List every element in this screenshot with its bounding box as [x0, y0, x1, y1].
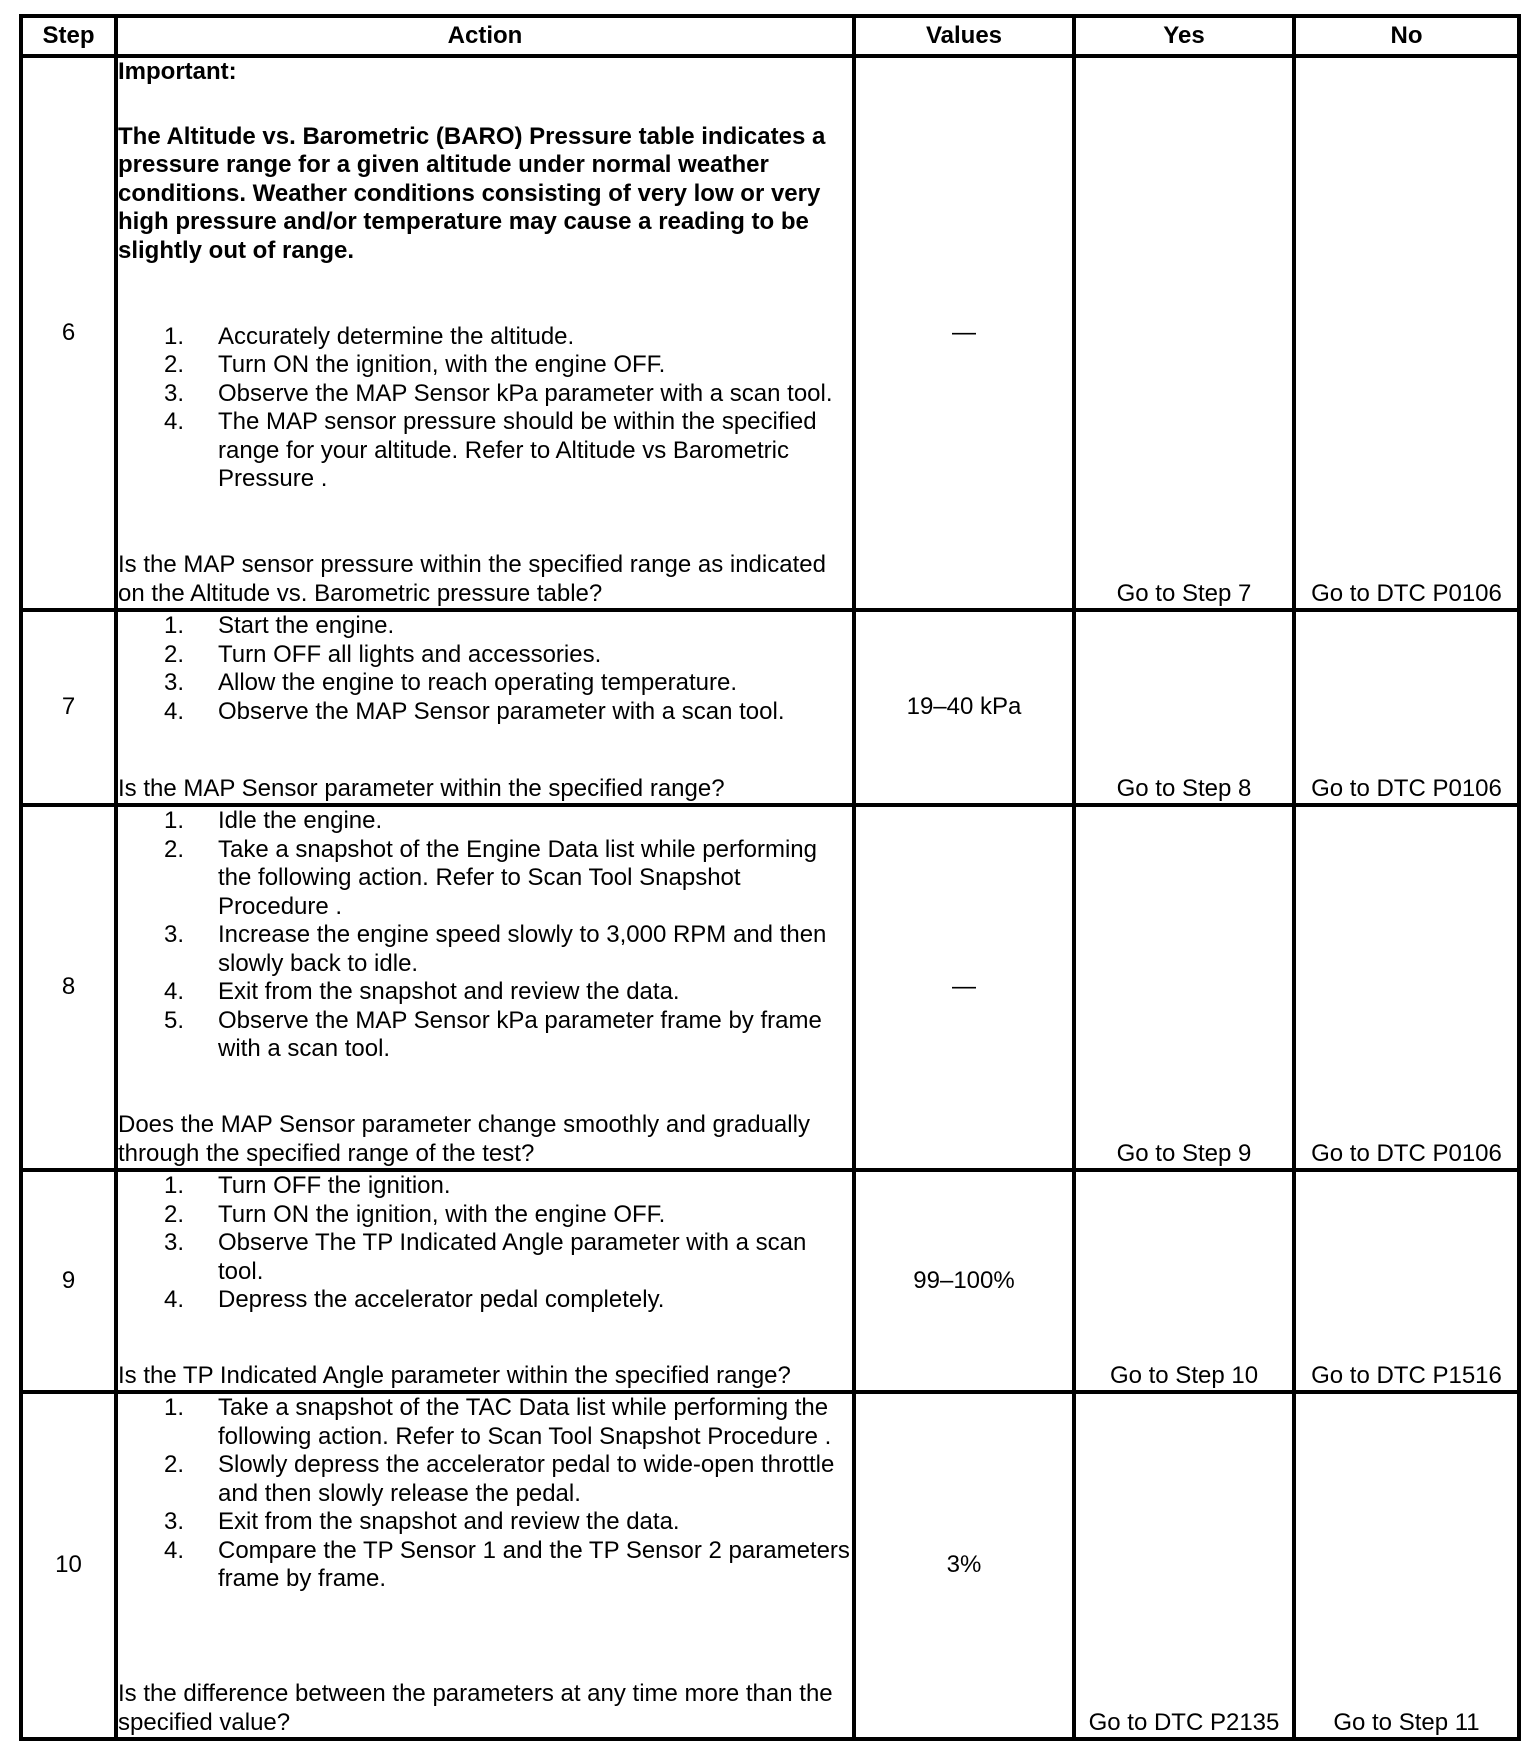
item-text: Idle the engine.	[218, 807, 383, 834]
item-text: Exit from the snapshot and review the data.	[218, 978, 680, 1005]
step-number: 10	[21, 1392, 116, 1739]
item-number: 3.	[164, 1508, 185, 1535]
action-cell	[116, 1170, 854, 1392]
item-number: 1.	[164, 1172, 185, 1199]
question-text: Is the difference between the parameters at any time more than the specified value?	[118, 1680, 833, 1736]
step-number: 8	[21, 805, 116, 1170]
action-list	[118, 1394, 852, 1594]
item-number: 2.	[164, 835, 185, 863]
list-item	[118, 1508, 852, 1537]
list-item	[118, 836, 852, 922]
no-cell: Go to DTC P0106	[1294, 805, 1519, 1170]
list-item	[118, 1201, 852, 1230]
item-number: 3.	[164, 1229, 185, 1256]
item-number: 5.	[164, 1006, 185, 1034]
no-cell: Go to Step 11	[1294, 1392, 1519, 1739]
value-cell: —	[854, 805, 1074, 1170]
action-list	[118, 323, 852, 494]
item-number: 1.	[164, 807, 185, 834]
item-number: 3.	[164, 921, 185, 948]
item-number: 4.	[164, 1536, 185, 1564]
list-item	[118, 698, 852, 727]
question-text: Is the MAP sensor pressure within the specified range as indicated on the Altitude vs. Barometric pressure table?	[118, 551, 826, 607]
table-row	[21, 610, 1519, 805]
list-item	[118, 408, 852, 494]
header-step: Step	[21, 16, 116, 56]
table-row	[21, 56, 1519, 610]
item-number: 2.	[164, 351, 185, 378]
action-cell	[116, 56, 854, 610]
item-number: 4.	[164, 408, 185, 435]
value-cell: —	[854, 56, 1074, 610]
table-row	[21, 805, 1519, 1170]
header-yes: Yes	[1074, 16, 1294, 56]
no-cell: Go to DTC P1516	[1294, 1170, 1519, 1392]
item-text: Observe The TP Indicated Angle parameter with a scan tool.	[218, 1229, 807, 1285]
important-text: The Altitude vs. Barometric (BARO) Pressure table indicates a pressure range for a given altitude under normal weather conditions. Weather conditions consisting of very low or very high pressure and/or temperature may cause a reading to be slightly out of range.	[118, 122, 826, 264]
list-item	[118, 351, 852, 380]
item-number: 3.	[164, 379, 185, 407]
list-item	[118, 1537, 852, 1594]
question-text: Does the MAP Sensor parameter change smoothly and gradually through the specified range of the test?	[118, 1111, 810, 1167]
list-item	[118, 641, 852, 670]
item-text: Increase the engine speed slowly to 3,000 RPM and then slowly back to idle.	[218, 921, 827, 977]
item-number: 4.	[164, 978, 185, 1005]
step-number: 9	[21, 1170, 116, 1392]
yes-cell: Go to Step 9	[1074, 805, 1294, 1170]
item-number: 1.	[164, 1394, 185, 1421]
item-text: Turn OFF the ignition.	[218, 1172, 451, 1199]
item-text: Slowly depress the accelerator pedal to wide-open throttle and then slowly release the pedal.	[218, 1451, 835, 1507]
item-text: Accurately determine the altitude.	[218, 322, 575, 350]
yes-cell: Go to Step 7	[1074, 56, 1294, 610]
list-item	[118, 1229, 852, 1286]
diagnostic-table	[19, 14, 1521, 1741]
yes-cell: Go to Step 8	[1074, 610, 1294, 805]
header-no: No	[1294, 16, 1519, 56]
action-list	[118, 1172, 852, 1315]
step-number: 6	[21, 56, 116, 610]
step-number: 7	[21, 610, 116, 805]
header-values: Values	[854, 16, 1074, 56]
item-number: 3.	[164, 669, 185, 696]
item-number: 4.	[164, 1286, 185, 1313]
item-text: Take a snapshot of the Engine Data list while performing the following action. Refer to Scan Tool Snapshot Procedure .	[218, 835, 818, 920]
item-number: 1.	[164, 322, 185, 350]
value-cell: 19–40 kPa	[854, 610, 1074, 805]
value-cell: 3%	[854, 1392, 1074, 1739]
question-text: Is the TP Indicated Angle parameter within the specified range?	[118, 1361, 791, 1389]
no-cell: Go to DTC P0106	[1294, 610, 1519, 805]
yes-cell: Go to Step 10	[1074, 1170, 1294, 1392]
list-item	[118, 807, 852, 836]
action-cell	[116, 610, 854, 805]
table-row	[21, 1392, 1519, 1739]
list-item	[118, 1007, 852, 1064]
item-text: Observe the MAP Sensor parameter with a scan tool.	[218, 697, 785, 725]
list-item	[118, 1394, 852, 1451]
header-action: Action	[116, 16, 854, 56]
item-number: 2.	[164, 1200, 185, 1228]
item-text: Allow the engine to reach operating temperature.	[218, 669, 737, 696]
list-item	[118, 669, 852, 698]
item-text: Start the engine.	[218, 612, 395, 639]
item-number: 2.	[164, 1451, 185, 1478]
item-text: Depress the accelerator pedal completely.	[218, 1286, 665, 1313]
item-number: 2.	[164, 640, 185, 668]
header-row	[21, 16, 1519, 56]
list-item	[118, 978, 852, 1007]
item-text: Turn OFF all lights and accessories.	[218, 640, 602, 668]
item-text: Take a snapshot of the TAC Data list while performing the following action. Refer to Scan Tool Snapshot Procedure .	[218, 1394, 832, 1450]
item-text: Observe the MAP Sensor kPa parameter with a scan tool.	[218, 379, 833, 407]
yes-cell: Go to DTC P2135	[1074, 1392, 1294, 1739]
list-item	[118, 323, 852, 352]
item-text: Turn ON the ignition, with the engine OFF.	[218, 351, 666, 378]
table-row	[21, 1170, 1519, 1392]
action-cell	[116, 1392, 854, 1739]
item-number: 4.	[164, 697, 185, 725]
item-number: 1.	[164, 612, 185, 639]
value-cell: 99–100%	[854, 1170, 1074, 1392]
action-cell	[116, 805, 854, 1170]
important-label: Important:	[118, 58, 237, 85]
list-item	[118, 612, 852, 641]
item-text: Exit from the snapshot and review the data.	[218, 1508, 680, 1535]
item-text: Compare the TP Sensor 1 and the TP Sensor 2 parameters frame by frame.	[218, 1536, 850, 1592]
list-item	[118, 1286, 852, 1315]
item-text: The MAP sensor pressure should be within the specified range for your altitude. Refer to Altitude vs Barometric Pressure .	[218, 408, 817, 492]
question-text: Is the MAP Sensor parameter within the specified range?	[118, 774, 725, 802]
action-list	[118, 807, 852, 1064]
item-text: Turn ON the ignition, with the engine OFF.	[218, 1200, 666, 1228]
list-item	[118, 380, 852, 409]
action-list	[118, 612, 852, 726]
list-item	[118, 1451, 852, 1508]
list-item	[118, 921, 852, 978]
list-item	[118, 1172, 852, 1201]
item-text: Observe the MAP Sensor kPa parameter frame by frame with a scan tool.	[218, 1006, 822, 1062]
no-cell: Go to DTC P0106	[1294, 56, 1519, 610]
